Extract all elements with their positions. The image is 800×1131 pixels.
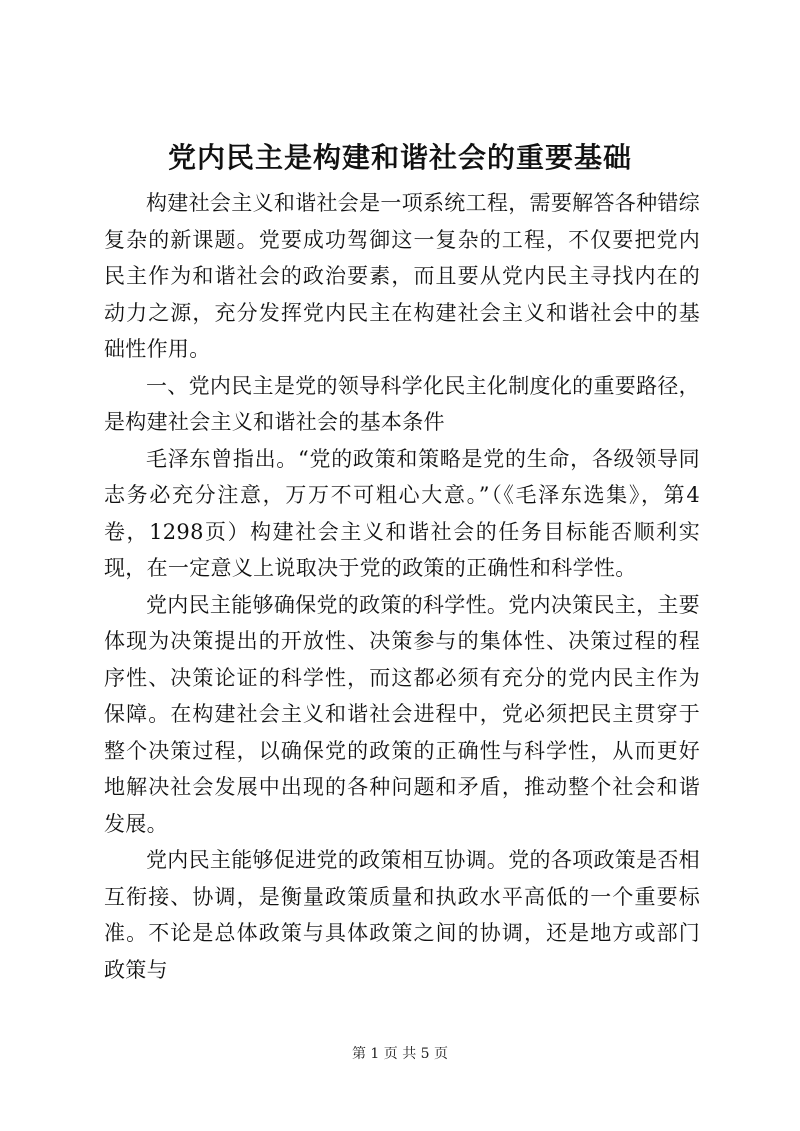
page-footer: 第 1 页 共 5 页 <box>351 1046 449 1062</box>
paragraph-intro: 构建社会主义和谐社会是一项系统工程，需要解答各种错综复杂的新课题。党要成功驾御这一复杂的工程，不仅要把党内民主作为和谐社会的政治要素，而且要从党内民主寻找内在的动力之源，充分发挥党内民主在构建社会主义和谐社会中的基础性作用。 <box>104 191 700 361</box>
paragraph-scientific-policy: 党内民主能够确保党的政策的科学性。党内决策民主，主要体现为决策提出的开放性、决策参与的集体性、决策过程的程序性、决策论证的科学性，而这都必须有充分的党内民主作为保障。在构建社会主义和谐社会进程中，党必须把民主贯穿于整个决策过程，以确保党的政策的正确性与科学性，从而更好地解决社会发展中出现的各种问题和矛盾，推动整个社会和谐发展。 <box>104 592 700 836</box>
document-body <box>104 185 700 988</box>
paragraph-policy-coordination: 党内民主能够促进党的政策相互协调。党的各项政策是否相互衔接、协调，是衡量政策质量和执政水平高低的一个重要标准。不论是总体政策与具体政策之间的协调，还是地方或部门政策与 <box>104 848 700 982</box>
section-heading-one: 一、党内民主是党的领导科学化民主化制度化的重要路径，是构建社会主义和谐社会的基本条件 <box>104 373 700 434</box>
document-title: 党内民主是构建和谐社会的重要基础 <box>167 141 632 174</box>
paragraph-mao-quote: 毛泽东曾指出。“党的政策和策略是党的生命，各级领导同志务必充分注意，万万不可粗心大意。”（《毛泽东选集》，第4卷，1298页）构建社会主义和谐社会的任务目标能否顺利实现，在一定意义上说取决于党的政策的正确性和科学性。 <box>104 446 700 580</box>
